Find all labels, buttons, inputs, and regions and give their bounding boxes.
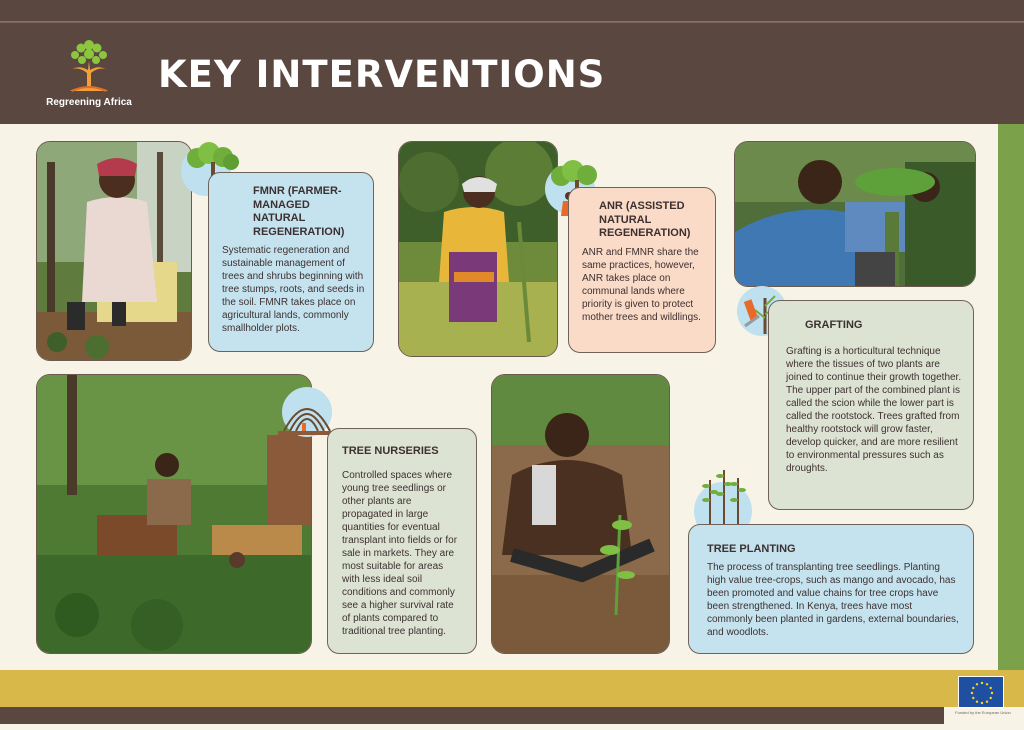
planting-card — [688, 524, 974, 654]
saplings-icon — [694, 460, 754, 526]
planting-heading: TREE PLANTING — [707, 543, 796, 555]
top-strip — [0, 0, 1024, 22]
eu-flag — [958, 676, 1004, 708]
nurseries-badge — [282, 387, 332, 437]
photo-grafting-man — [734, 141, 976, 287]
grafting-heading: GRAFTING — [805, 319, 863, 331]
planting-body: The process of transplanting tree seedlings. Planting high value tree-crops, such as mango and avocado, has been promoted and value chains for tree crops have been strengthened. In Kenya, trees have most commonly been planted in gardens, external boundaries, and woodlots. — [707, 561, 959, 638]
anr-body: ANR and FMNR share the same practices, however, ANR takes place on communal lands where priority is given to protect mother trees and wildlings. — [582, 247, 701, 323]
photo-tree-planting — [491, 374, 670, 654]
footer-yellow-band — [0, 670, 1024, 707]
eu-caption: Funded by the European Union — [955, 710, 1011, 715]
logo-text: Regreening Africa — [46, 97, 132, 108]
fmnr-body: Systematic regeneration and sustainable management of trees and shrubs beginning with tree stumps, roots, and seeds in the soil. FMNR takes place on agricultural lands, commonly smallholder plots. — [222, 245, 365, 334]
nurseries-card — [327, 428, 477, 654]
grafting-body: Grafting is a horticultural technique where the tissues of two plants are joined to continue their growth together. The upper part of the combined plant is called the scion while the lower part is called the rootstock. Trees grafted from healthy rootstock will grow faster, develop quicker, and are more resilient to environmental pressures such as droughts. — [786, 346, 962, 474]
photo-tree-nursery — [36, 374, 312, 654]
photo-fmnr-farmer — [36, 141, 192, 361]
eu-stars-icon — [959, 677, 1005, 709]
nurseries-heading: TREE NURSERIES — [342, 445, 439, 457]
green-side-bar — [998, 124, 1024, 670]
nurseries-body: Controlled spaces where young tree seedlings or other plants are propagated in large quantities for eventual transplant into fields or for sale in markets. They are most suitable for areas with less ideal soil conditions and commonly see a higher survival rate of plants compared to traditional tree planting. — [342, 469, 458, 637]
anr-heading: ANR (ASSISTED NATURAL REGENERATION) — [599, 200, 691, 239]
photo-anr-farmer — [398, 141, 558, 357]
page-title: KEY INTERVENTIONS — [158, 53, 606, 96]
tree-logo-icon — [62, 35, 116, 95]
footer-brown-band — [0, 707, 944, 724]
regreening-africa-logo — [42, 35, 136, 115]
header-bar — [0, 22, 1024, 124]
fmnr-heading: FMNR (FARMER-MANAGED NATURAL REGENERATION) — [253, 185, 345, 238]
